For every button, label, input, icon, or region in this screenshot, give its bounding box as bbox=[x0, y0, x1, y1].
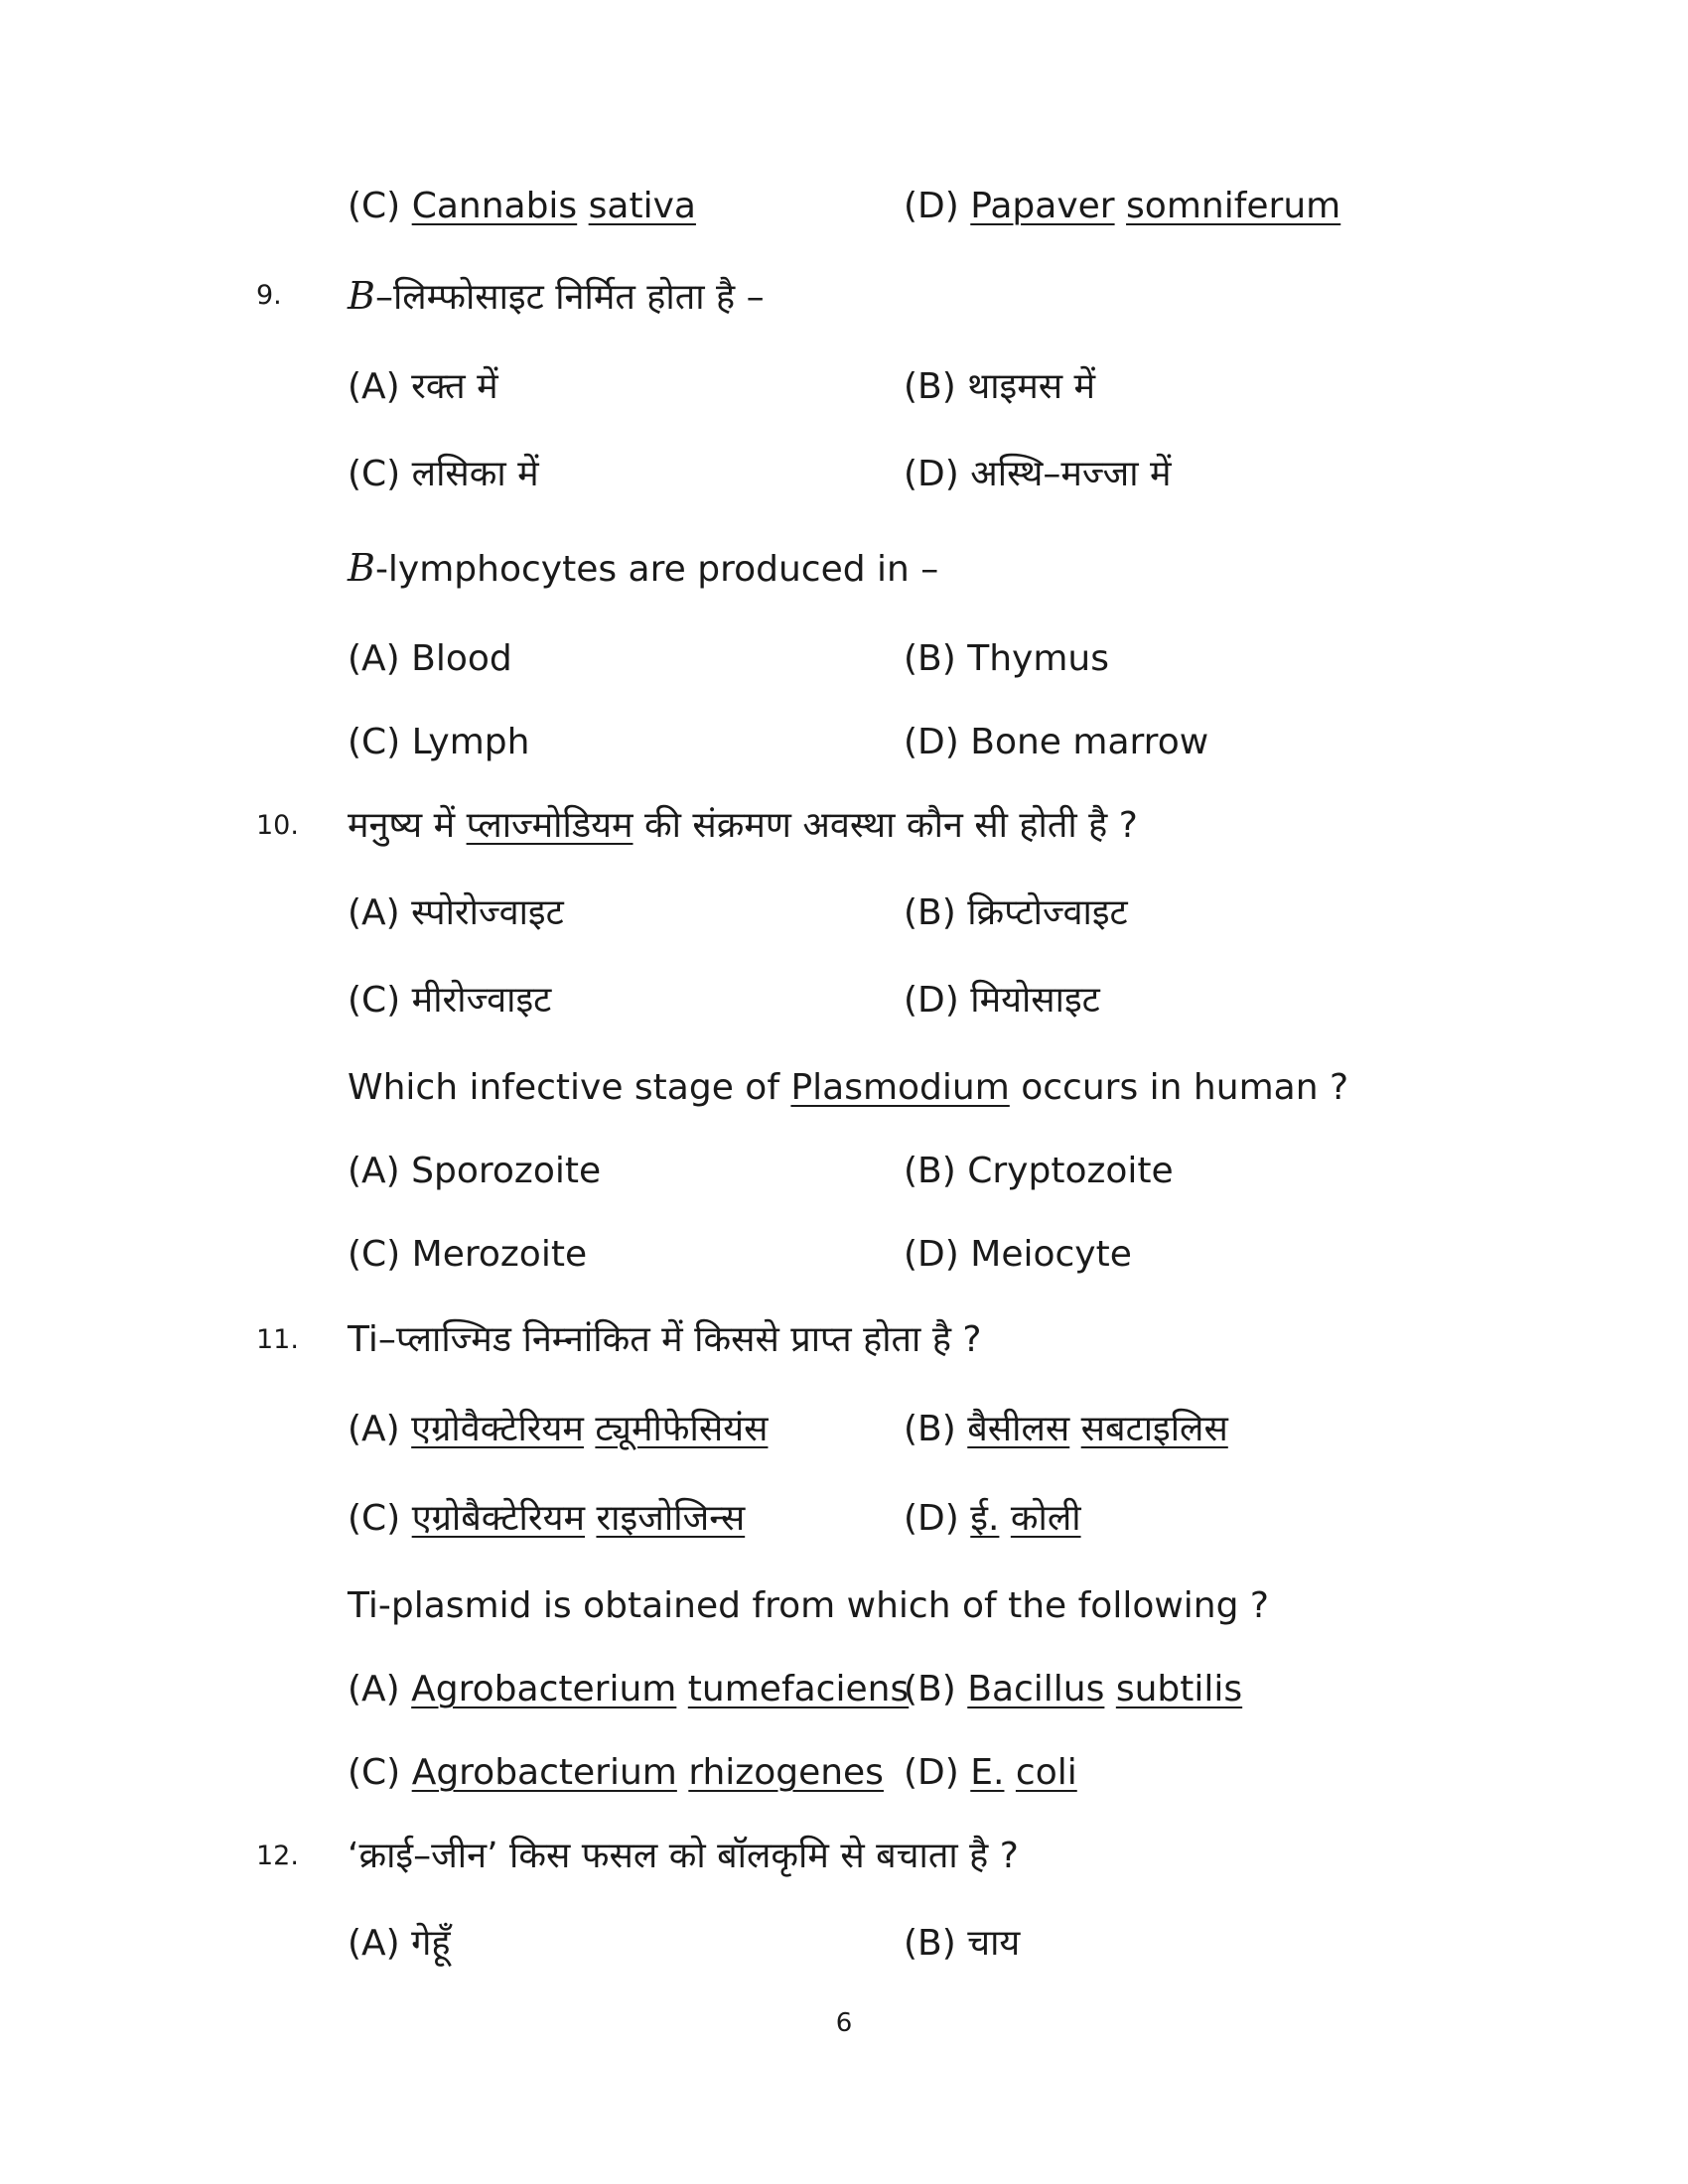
q12-hi-option-a: (A) गेहूँ bbox=[348, 1923, 451, 1964]
question-number: 12. bbox=[256, 1841, 299, 1871]
q11-english-options-ab bbox=[0, 1660, 1688, 1719]
q9-english-options-cd bbox=[0, 713, 1688, 772]
q11-hi-option-a: (A) एग्रोवैक्टेरियम ट्यूमीफेसियंस bbox=[348, 1409, 769, 1449]
q9-hindi-options-ab bbox=[0, 357, 1688, 417]
q9-en-option-a: (A) Blood bbox=[348, 638, 512, 679]
q11-en-option-c: (C) Agrobacterium rhizogenes bbox=[348, 1752, 884, 1793]
question-number: 11. bbox=[256, 1324, 299, 1355]
q12-hindi-options-ab bbox=[0, 1914, 1688, 1974]
q9-en-option-c: (C) Lymph bbox=[348, 722, 530, 762]
q8-option-d: (D) Papaver somniferum bbox=[904, 186, 1341, 226]
q11-hindi-question: 11. Ti–प्लाज्मिड निम्नांकित में किससे प्राप्त होता है ? bbox=[0, 1310, 1688, 1370]
variable-b: B bbox=[348, 546, 375, 590]
q12-hindi-question: 12. ‘क्राई–जीन’ किस फसल को बॉलकृमि से बचाता है ? bbox=[0, 1827, 1688, 1886]
question-number: 9. bbox=[256, 280, 282, 311]
q11-hindi-options-ab bbox=[0, 1400, 1688, 1459]
q11-hi-option-c: (C) एग्रोबैक्टेरियम राइजोजिन्स bbox=[348, 1498, 746, 1539]
q11-english-options-cd bbox=[0, 1743, 1688, 1803]
q10-hi-option-c: (C) मीरोज्वाइट bbox=[348, 980, 552, 1021]
q10-en-option-b: (B) Cryptozoite bbox=[904, 1151, 1174, 1191]
q10-en-option-d: (D) Meiocyte bbox=[904, 1234, 1132, 1275]
q9-en-option-d: (D) Bone marrow bbox=[904, 722, 1209, 762]
q10-english-options-ab bbox=[0, 1142, 1688, 1201]
q12-hi-option-b: (B) चाय bbox=[904, 1923, 1021, 1964]
q10-hindi-options-cd bbox=[0, 971, 1688, 1030]
q10-english-question: Which infective stage of Plasmodium occurs in human ? bbox=[348, 1067, 1349, 1108]
variable-b: B bbox=[348, 274, 375, 318]
q11-en-option-b: (B) Bacillus subtilis bbox=[904, 1669, 1243, 1709]
q9-english-options-ab bbox=[0, 629, 1688, 689]
q10-hi-option-b: (B) क्रिप्टोज्वाइट bbox=[904, 892, 1128, 933]
q9-english-question: B-lymphocytes are produced in – bbox=[348, 546, 939, 590]
q11-hindi-options-cd bbox=[0, 1489, 1688, 1549]
q10-en-option-c: (C) Merozoite bbox=[348, 1234, 588, 1275]
q9-hi-option-c: (C) लसिका में bbox=[348, 454, 539, 494]
q11-hi-option-b: (B) बैसीलस सबटाइलिस bbox=[904, 1409, 1228, 1449]
q11-hi-option-d: (D) ई. कोली bbox=[904, 1498, 1081, 1539]
q9-hi-option-b: (B) थाइमस में bbox=[904, 366, 1096, 407]
q10-english-options-cd bbox=[0, 1225, 1688, 1285]
q8-option-c: (C) Cannabis sativa bbox=[348, 186, 696, 226]
q10-hi-option-d: (D) मियोसाइट bbox=[904, 980, 1100, 1021]
q11-en-option-a: (A) Agrobacterium tumefaciens bbox=[348, 1669, 910, 1709]
q9-hindi-question: 9. B–लिम्फोसाइट निर्मित होता है – bbox=[0, 266, 1688, 326]
q9-en-option-b: (B) Thymus bbox=[904, 638, 1109, 679]
question-number: 10. bbox=[256, 810, 299, 841]
q9-hindi-options-cd bbox=[0, 445, 1688, 504]
q11-en-option-d: (D) E. coli bbox=[904, 1752, 1077, 1793]
q9-hi-option-d: (D) अस्थि–मज्जा में bbox=[904, 454, 1172, 494]
q10-hindi-question: 10. मनुष्य में प्लाज्मोडियम की संक्रमण अवस्था कौन सी होती है ? bbox=[0, 796, 1688, 856]
q10-en-option-a: (A) Sporozoite bbox=[348, 1151, 602, 1191]
q8-options-cd bbox=[0, 177, 1688, 236]
q11-english-question: Ti-plasmid is obtained from which of the following ? bbox=[348, 1585, 1270, 1626]
page-number: 6 bbox=[835, 2008, 853, 2038]
q9-hi-option-a: (A) रक्त में bbox=[348, 366, 498, 407]
q10-hindi-options-ab bbox=[0, 884, 1688, 943]
q10-hi-option-a: (A) स्पोरोज्वाइट bbox=[348, 892, 564, 933]
